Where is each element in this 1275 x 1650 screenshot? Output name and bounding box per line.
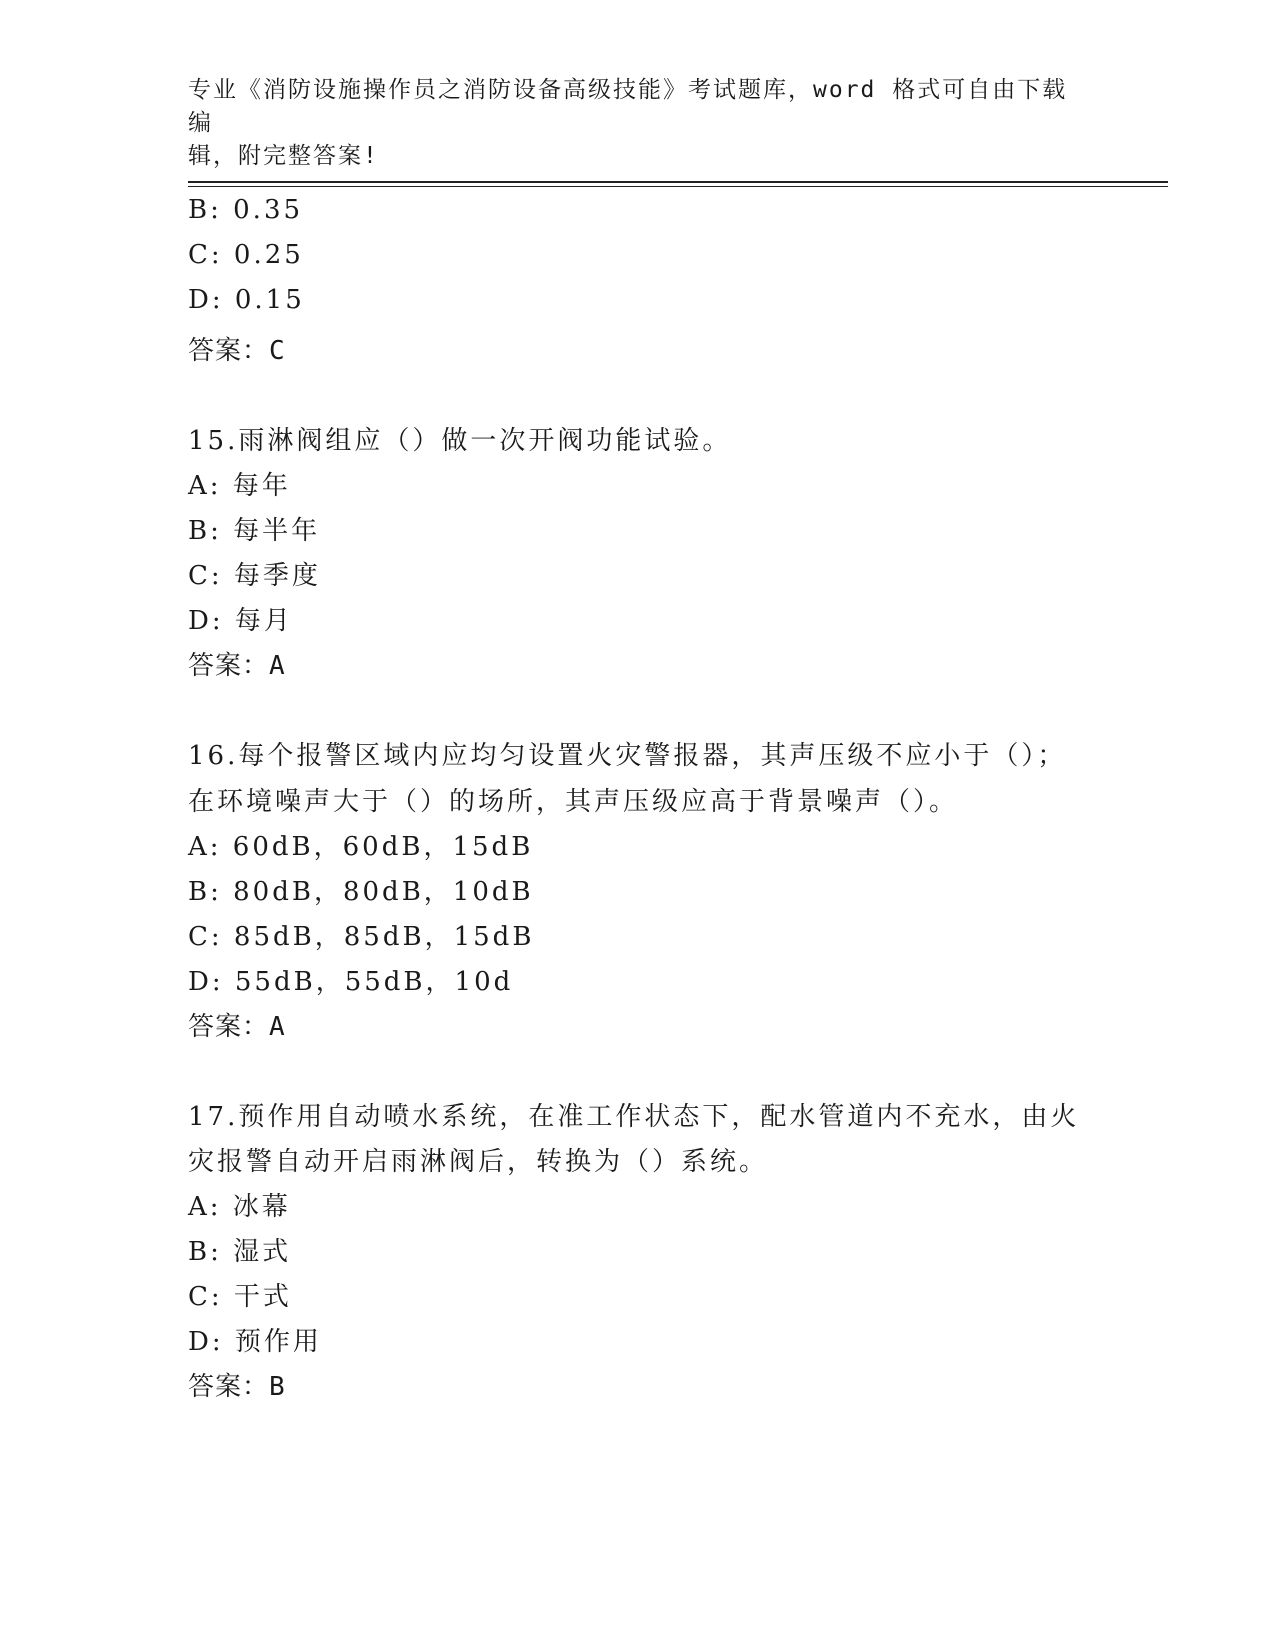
question-16-stem-line-1: 16.每个报警区域内应均匀设置火灾警报器，其声压级不应小于（）； (188, 741, 1067, 771)
question-15-stem: 15.雨淋阀组应（）做一次开阀功能试验。 (188, 426, 732, 456)
option-c: C: 干式 (188, 1282, 292, 1312)
option-c: C: 0.25 (188, 240, 304, 270)
option-a: A: 每年 (188, 471, 291, 501)
option-c: C: 每季度 (188, 561, 321, 591)
header-line-2: 辑，附完整答案! (188, 143, 379, 169)
option-b: B: 80dB，80dB，10dB (188, 877, 534, 907)
document-header (188, 74, 1088, 173)
answer-line: 答案：A (188, 651, 286, 681)
question-17-stem-line-1: 17.预作用自动喷水系统，在准工作状态下，配水管道内不充水，由火 (188, 1102, 1080, 1132)
option-c: C: 85dB，85dB，15dB (188, 922, 535, 952)
answer-line: 答案：C (188, 336, 286, 366)
header-divider-thin (188, 186, 1168, 187)
option-a: A: 冰幕 (188, 1192, 291, 1222)
answer-line: 答案：A (188, 1012, 286, 1042)
option-d: D: 55dB，55dB，10d (188, 967, 514, 997)
question-16-stem-line-2: 在环境噪声大于（）的场所，其声压级应高于背景噪声（）。 (188, 787, 959, 817)
header-divider-thick (188, 181, 1168, 183)
option-b: B: 0.35 (188, 195, 304, 225)
question-17-stem-line-2: 灾报警自动开启雨淋阀后，转换为（）系统。 (188, 1147, 769, 1177)
answer-line: 答案：B (188, 1372, 286, 1402)
option-d: D: 每月 (188, 606, 293, 636)
option-b: B: 湿式 (188, 1237, 292, 1267)
option-d: D: 预作用 (188, 1327, 322, 1357)
option-a: A: 60dB，60dB，15dB (188, 832, 534, 862)
option-d: D: 0.15 (188, 285, 305, 315)
option-b: B: 每半年 (188, 516, 321, 546)
header-line-1: 专业《消防设施操作员之消防设备高级技能》考试题库，word 格式可自由下载编 (188, 77, 1068, 136)
